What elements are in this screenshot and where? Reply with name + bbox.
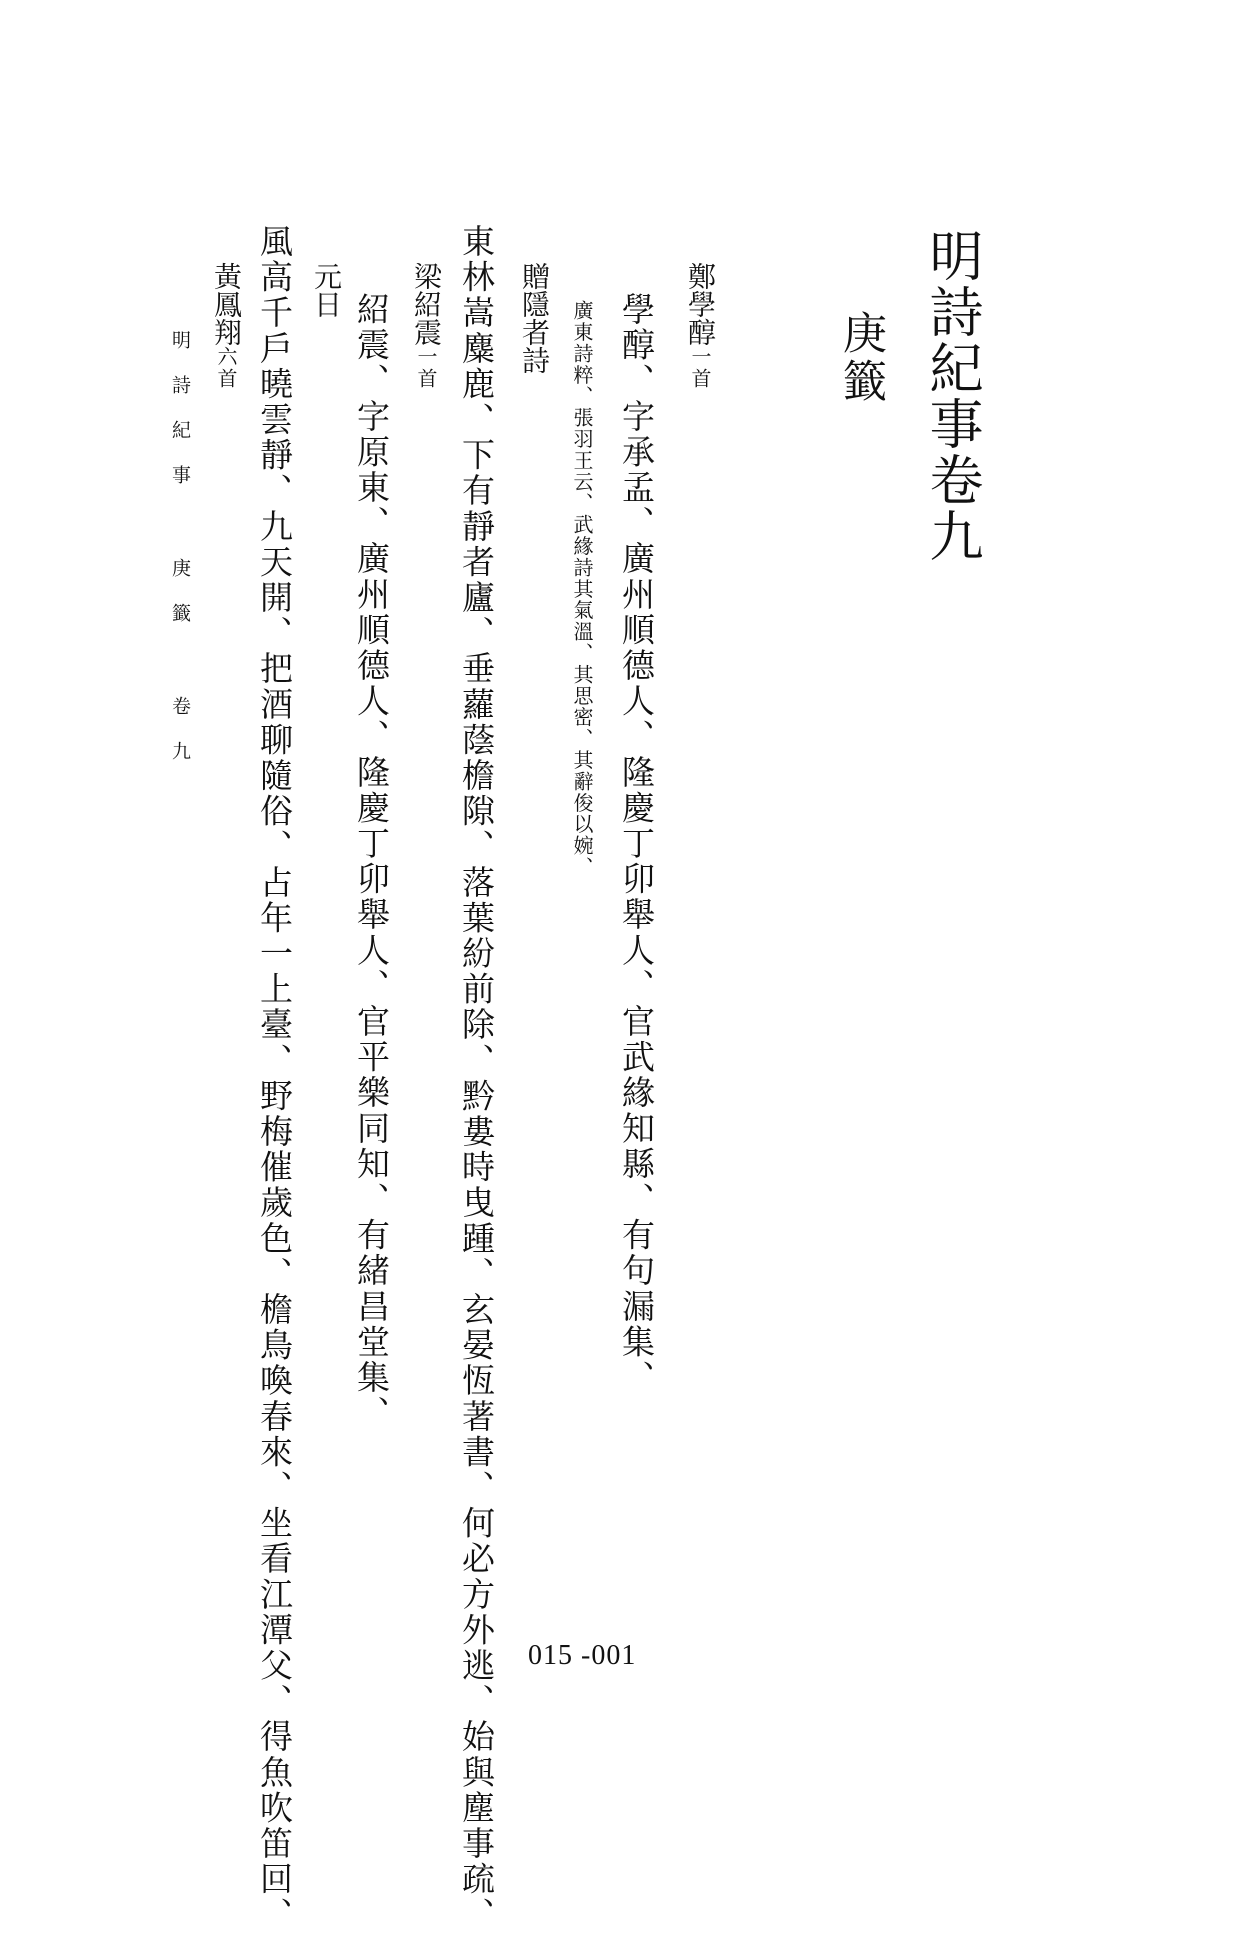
entry-name: 黃鳳翔 — [210, 262, 243, 346]
entry-name: 梁紹震 — [410, 262, 443, 346]
page-number: 015 -001 — [528, 1640, 637, 1671]
section-title: 庚籤 — [835, 310, 886, 406]
entry-count: 一首 — [688, 346, 712, 390]
entry-name: 鄭學醇 — [684, 262, 717, 346]
poem-text: 風高千戶曉雲靜、九天開、把酒聊隨俗、占年一上臺、野梅催歲色、檐鳥喚春來、坐看江潭父、得魚吹笛回、 — [255, 224, 294, 1933]
running-footer: 明詩紀事 庚籤 卷九 — [169, 330, 191, 786]
entry-heading — [410, 262, 443, 390]
entry-count: 六首 — [214, 346, 238, 390]
poem-text: 東林嵩麋鹿、下有靜者廬、垂蘿蔭檐隙、落葉紛前除、黔婁時曳踵、玄晏恆著書、何必方外逃、始與塵事疏、 — [457, 224, 496, 1933]
entry-bio: 紹震、字原東、廣州順德人、隆慶丁卯舉人、官平樂同知、有緒昌堂集、 — [352, 292, 391, 1432]
entry-bio: 學醇、字承孟、廣州順德人、隆慶丁卯舉人、官武緣知縣、有句漏集、 — [617, 292, 656, 1396]
poem-title: 元日 — [310, 262, 343, 318]
entry-commentary: 廣東詩粹、張羽王云、武緣詩其氣溫、其思密、其辭俊以婉、 — [570, 300, 594, 878]
book-title: 明詩紀事卷九 — [921, 228, 984, 564]
entry-heading — [210, 262, 243, 390]
entry-heading — [684, 262, 717, 390]
entry-count: 一首 — [414, 346, 438, 390]
poem-title: 贈隱者詩 — [518, 262, 551, 374]
